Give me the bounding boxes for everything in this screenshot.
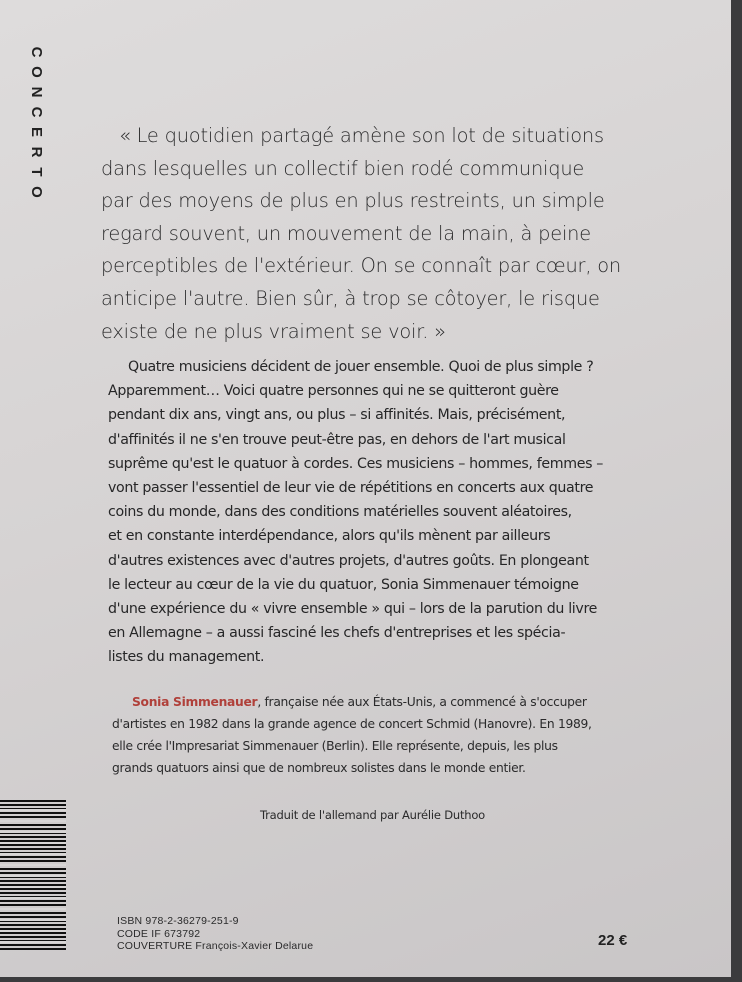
price: 22 € [598, 932, 628, 949]
description-line: vont passer l'essentiel de leur vie de répétitions en concerts aux quatre [108, 480, 594, 497]
description-line: listes du management. [108, 649, 265, 666]
bio-line [112, 691, 632, 713]
pull-quote [101, 120, 641, 348]
quote-line: par des moyens de plus en plus restreints, un simple [101, 189, 605, 213]
book-description [108, 355, 648, 670]
code-if: CODE IF 673792 [117, 927, 201, 940]
quote-line: dans lesquelles un collectif bien rodé communique [101, 156, 585, 180]
bio-line: elle crée l'Impresariat Simmenauer (Berlin). Elle représente, depuis, les plus [112, 739, 558, 753]
series-letter: E [28, 126, 45, 137]
series-letter: C [28, 46, 45, 58]
description-line: Apparemment… Voici quatre personnes qui ne se quitteront guère [108, 383, 559, 400]
description-line: coins du monde, dans des conditions matérielles souvent aléatoires, [108, 504, 572, 521]
bio-line: d'artistes en 1982 dans la grande agence de concert Schmid (Hanovre). En 1989, [112, 717, 592, 731]
bio-text: , française née aux États-Unis, a commencé à s'occuper [257, 695, 587, 709]
bio-line: grands quatuors ainsi que de nombreux solistes dans le monde entier. [112, 761, 526, 775]
series-letter: O [28, 186, 45, 198]
series-letter: N [28, 86, 45, 98]
cover-credit: COUVERTURE François-Xavier Delarue [117, 940, 314, 952]
quote-line: anticipe l'autre. Bien sûr, à trop se côtoyer, le risque [101, 286, 600, 310]
description-line: pendant dix ans, vingt ans, ou plus – si affinités. Mais, précisément, [108, 407, 566, 424]
series-letter: O [28, 66, 45, 78]
description-line: d'une expérience du « vivre ensemble » qui – lors de la parution du livre [108, 601, 597, 618]
quote-line: regard souvent, un mouvement de la main, à peine [101, 221, 591, 245]
description-line: le lecteur au cœur de la vie du quatuor, Sonia Simmenauer témoigne [108, 576, 579, 593]
description-line: en Allemagne – a aussi fasciné les chefs d'entreprises et les spécia- [108, 625, 566, 642]
description-line: d'affinités il ne s'en trouve peut-être pas, en dehors de l'art musical [108, 431, 566, 448]
description-line: d'autres existences avec d'autres projets, d'autres goûts. En plongeant [108, 552, 589, 569]
author-bio [112, 691, 632, 779]
series-title [24, 42, 48, 202]
series-letter: T [28, 167, 45, 177]
series-letter: C [28, 106, 45, 118]
quote-line: perceptibles de l'extérieur. On se connaît par cœur, on [101, 254, 621, 278]
quote-line: « Le quotidien partagé amène son lot de situations [119, 124, 604, 147]
translator-credit: Traduit de l'allemand par Aurélie Duthoo [260, 808, 486, 822]
author-name: Sonia Simmenauer [132, 695, 258, 709]
description-line: Quatre musiciens décident de jouer ensemble. Quoi de plus simple ? [128, 359, 594, 375]
series-letter: R [28, 146, 45, 158]
description-line: et en constante interdépendance, alors qu'ils mènent par ailleurs [108, 528, 551, 545]
barcode [0, 800, 66, 952]
quote-line: existe de ne plus vraiment se voir. » [101, 319, 446, 343]
publication-info [117, 915, 313, 953]
description-line: suprême qu'est le quatuor à cordes. Ces musiciens – hommes, femmes – [108, 455, 604, 472]
isbn: ISBN 978-2-36279-251-9 [117, 915, 239, 927]
